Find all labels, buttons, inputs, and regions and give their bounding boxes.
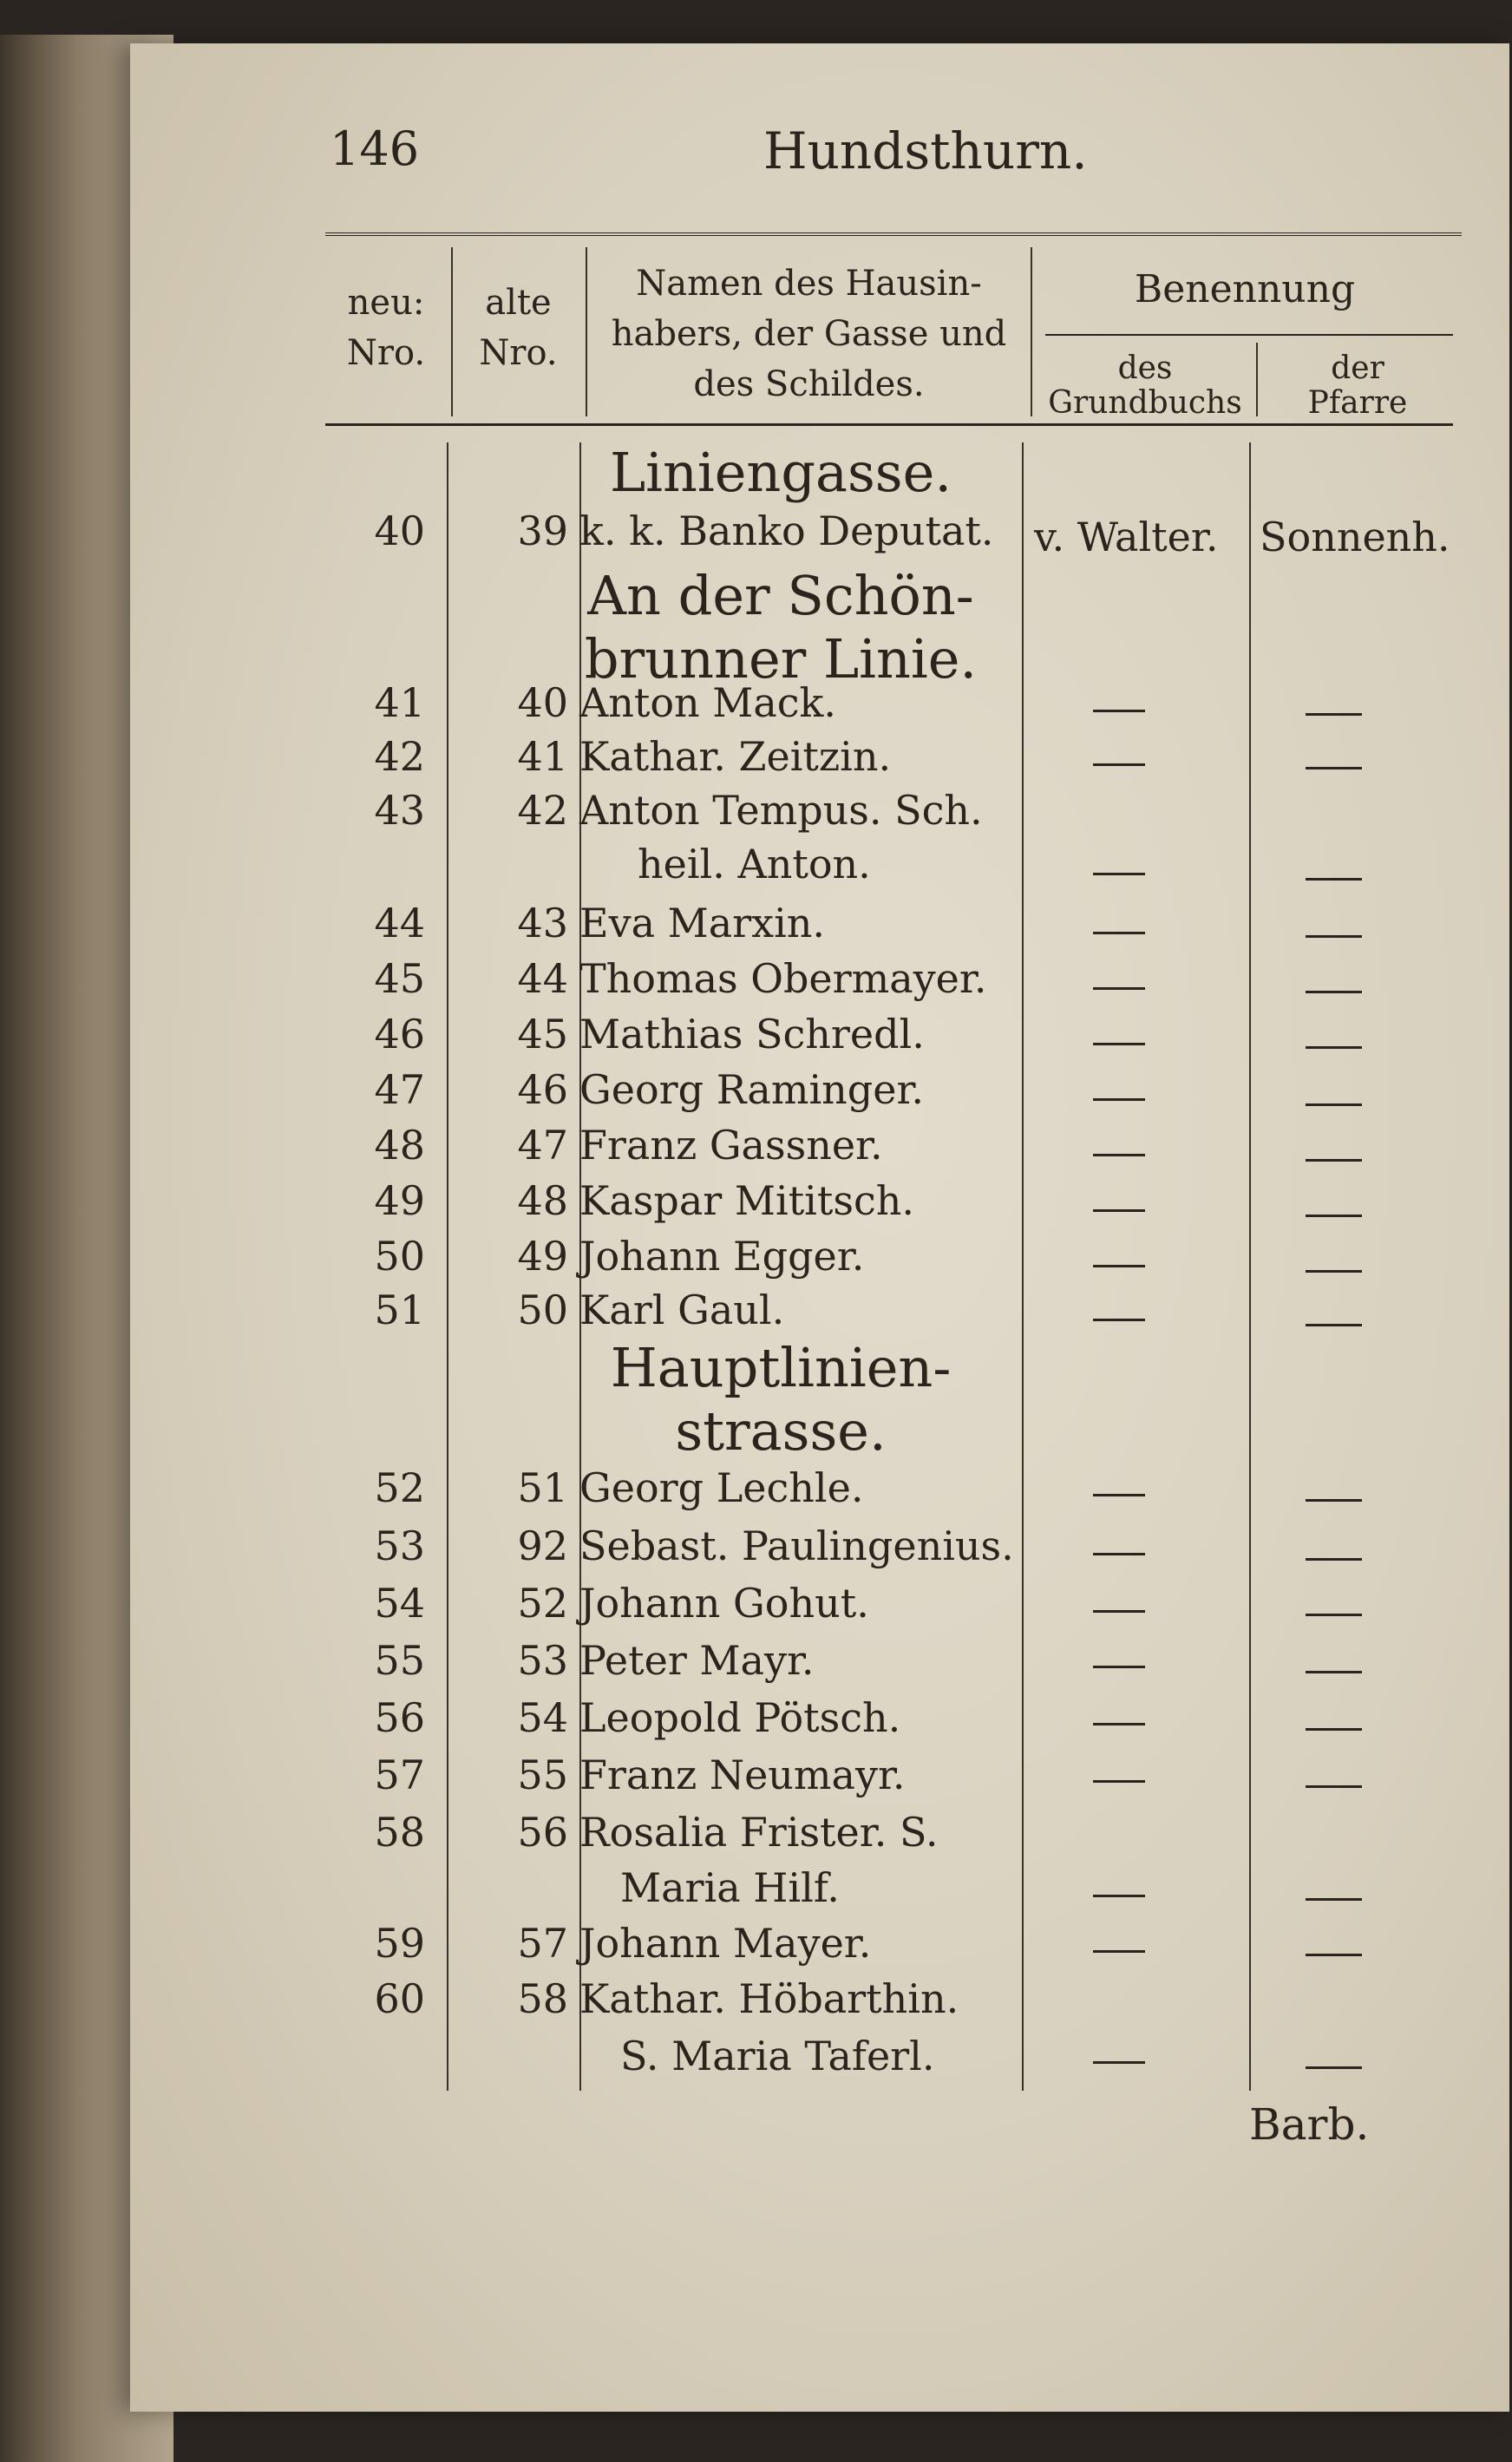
column-divider-3 xyxy=(1022,442,1024,2091)
ditto-dash xyxy=(1306,1728,1362,1731)
section-heading-hauptlinienstrasse: Hauptlinien- strasse. xyxy=(610,1336,952,1463)
row-new-number: 56 xyxy=(374,1694,425,1741)
ditto-dash xyxy=(1306,1898,1362,1901)
row-owner-name: Franz Neumayr. xyxy=(579,1752,906,1798)
header-grundbuch: des Grundbuchs xyxy=(1048,350,1242,421)
ditto-dash xyxy=(1093,1154,1145,1156)
row-old-number: 49 xyxy=(517,1233,568,1280)
ditto-dash xyxy=(1306,1215,1362,1217)
ditto-dash xyxy=(1306,2066,1362,2069)
ditto-dash xyxy=(1306,1270,1362,1273)
ditto-dash xyxy=(1306,1558,1362,1561)
ditto-dash xyxy=(1093,1209,1145,1212)
ditto-dash xyxy=(1306,1785,1362,1788)
row-owner-name: Mathias Schredl. xyxy=(579,1011,925,1057)
ditto-dash xyxy=(1093,1043,1145,1045)
ditto-dash xyxy=(1093,1319,1145,1321)
row-owner-name: k. k. Banko Deputat. xyxy=(579,507,994,554)
row-new-number: 60 xyxy=(374,1975,425,2022)
ditto-dash xyxy=(1306,1614,1362,1616)
row-new-number: 42 xyxy=(374,733,425,780)
row-old-number: 50 xyxy=(517,1287,568,1333)
row-old-number: 52 xyxy=(517,1580,568,1627)
header-new-nro: neu: Nro. xyxy=(346,283,426,373)
ditto-dash xyxy=(1306,991,1362,993)
row-owner-name: Peter Mayr. xyxy=(579,1637,815,1684)
ditto-dash xyxy=(1093,1610,1145,1613)
catchword: Barb. xyxy=(1249,2099,1370,2150)
row-new-number: 54 xyxy=(374,1580,425,1627)
ditto-dash xyxy=(1093,1098,1145,1101)
row-old-number: 40 xyxy=(517,679,568,726)
ditto-dash xyxy=(1093,1780,1145,1783)
ditto-dash xyxy=(1093,873,1145,875)
row-new-number: 43 xyxy=(374,787,425,834)
ditto-dash xyxy=(1306,767,1362,769)
row-old-number: 41 xyxy=(517,733,568,780)
ditto-dash xyxy=(1306,1324,1362,1326)
ditto-dash xyxy=(1306,1954,1362,1956)
column-divider-4 xyxy=(1249,442,1251,2091)
row-owner-name: Rosalia Frister. S. xyxy=(579,1809,939,1856)
row-new-number: 58 xyxy=(374,1809,425,1856)
row-new-number: 59 xyxy=(374,1920,425,1967)
running-title: Hundsthurn. xyxy=(763,121,1088,180)
row-old-number: 43 xyxy=(517,900,568,946)
row-new-number: 51 xyxy=(374,1287,425,1333)
row-old-number: 51 xyxy=(517,1464,568,1511)
row-new-number: 45 xyxy=(374,955,425,1002)
ditto-dash xyxy=(1093,987,1145,990)
row-old-number: 45 xyxy=(517,1011,568,1057)
ditto-dash xyxy=(1306,1046,1362,1049)
header-benennung: Benennung xyxy=(1134,267,1356,311)
ditto-dash xyxy=(1093,1265,1145,1267)
column-divider-1 xyxy=(447,442,448,2091)
row-owner-name: Eva Marxin. xyxy=(579,900,826,946)
ditto-dash xyxy=(1093,1723,1145,1725)
row-old-number: 92 xyxy=(517,1522,568,1569)
row-new-number: 47 xyxy=(374,1066,425,1113)
row-new-number: 46 xyxy=(374,1011,425,1057)
row-owner-name: Maria Hilf. xyxy=(620,1864,840,1911)
row-owner-name: Anton Tempus. Sch. xyxy=(579,787,983,834)
row-owner-name: Georg Raminger. xyxy=(579,1066,925,1113)
row-owner-name: heil. Anton. xyxy=(638,841,871,887)
row-new-number: 57 xyxy=(374,1752,425,1798)
row-old-number: 58 xyxy=(517,1975,568,2022)
row-new-number: 44 xyxy=(374,900,425,946)
ditto-dash xyxy=(1093,1494,1145,1496)
row-new-number: 52 xyxy=(374,1464,425,1511)
ditto-dash xyxy=(1306,1103,1362,1106)
header-owner: Namen des Hausin- habers, der Gasse und des Schildes. xyxy=(611,264,1007,404)
ditto-dash xyxy=(1093,1666,1145,1668)
row-new-number: 40 xyxy=(374,507,425,554)
row-owner-name: S. Maria Taferl. xyxy=(620,2033,935,2079)
row-old-number: 39 xyxy=(517,507,568,554)
ditto-dash xyxy=(1306,1671,1362,1673)
row-owner-name: Georg Lechle. xyxy=(579,1464,864,1511)
row-new-number: 50 xyxy=(374,1233,425,1280)
row-new-number: 53 xyxy=(374,1522,425,1569)
row-owner-name: Karl Gaul. xyxy=(579,1287,785,1333)
ditto-dash xyxy=(1306,1499,1362,1502)
row-old-number: 53 xyxy=(517,1637,568,1684)
row-grundbuch: v. Walter. xyxy=(1034,514,1219,560)
row-old-number: 48 xyxy=(517,1177,568,1224)
row-owner-name: Thomas Obermayer. xyxy=(579,955,987,1002)
ditto-dash xyxy=(1306,1159,1362,1162)
row-old-number: 42 xyxy=(517,787,568,834)
header-divider-3 xyxy=(1031,247,1032,416)
header-top-rule xyxy=(325,232,1462,243)
section-heading-schoenbrunner-linie: An der Schön- brunner Linie. xyxy=(584,564,978,691)
benennung-rule xyxy=(1045,334,1453,336)
ditto-dash xyxy=(1093,932,1145,934)
row-new-number: 48 xyxy=(374,1122,425,1169)
header-divider-1 xyxy=(451,247,453,416)
row-owner-name: Kaspar Mititsch. xyxy=(579,1177,914,1224)
row-old-number: 56 xyxy=(517,1809,568,1856)
ditto-dash xyxy=(1093,1895,1145,1897)
ditto-dash xyxy=(1093,710,1145,712)
header-old-nro: alte Nro. xyxy=(479,283,558,373)
ditto-dash xyxy=(1093,1553,1145,1555)
ditto-dash xyxy=(1306,878,1362,881)
ditto-dash xyxy=(1093,763,1145,766)
row-owner-name: Sebast. Paulingenius. xyxy=(579,1522,1014,1569)
row-new-number: 55 xyxy=(374,1637,425,1684)
ditto-dash xyxy=(1093,2061,1145,2064)
header-pfarre: der Pfarre xyxy=(1307,350,1408,421)
header-divider-2 xyxy=(586,247,587,416)
ditto-dash xyxy=(1093,1950,1145,1953)
row-owner-name: Leopold Pötsch. xyxy=(579,1694,901,1741)
header-bottom-rule xyxy=(325,423,1453,426)
row-owner-name: Kathar. Zeitzin. xyxy=(579,733,892,780)
row-old-number: 54 xyxy=(517,1694,568,1741)
header-divider-4 xyxy=(1256,343,1258,416)
row-new-number: 49 xyxy=(374,1177,425,1224)
page-number: 146 xyxy=(330,121,420,176)
row-owner-name: Johann Gohut. xyxy=(579,1580,869,1627)
row-old-number: 57 xyxy=(517,1920,568,1967)
row-old-number: 55 xyxy=(517,1752,568,1798)
row-owner-name: Franz Gassner. xyxy=(579,1122,883,1169)
row-owner-name: Anton Mack. xyxy=(579,679,837,726)
row-new-number: 41 xyxy=(374,679,425,726)
ditto-dash xyxy=(1306,935,1362,938)
row-owner-name: Kathar. Höbarthin. xyxy=(579,1975,959,2022)
row-old-number: 44 xyxy=(517,955,568,1002)
ditto-dash xyxy=(1306,713,1362,716)
row-owner-name: Johann Mayer. xyxy=(579,1920,872,1967)
row-old-number: 46 xyxy=(517,1066,568,1113)
section-heading-liniengasse: Liniengasse. xyxy=(609,441,952,504)
row-owner-name: Johann Egger. xyxy=(579,1233,865,1280)
row-pfarre: Sonnenh. xyxy=(1260,514,1450,560)
row-old-number: 47 xyxy=(517,1122,568,1169)
